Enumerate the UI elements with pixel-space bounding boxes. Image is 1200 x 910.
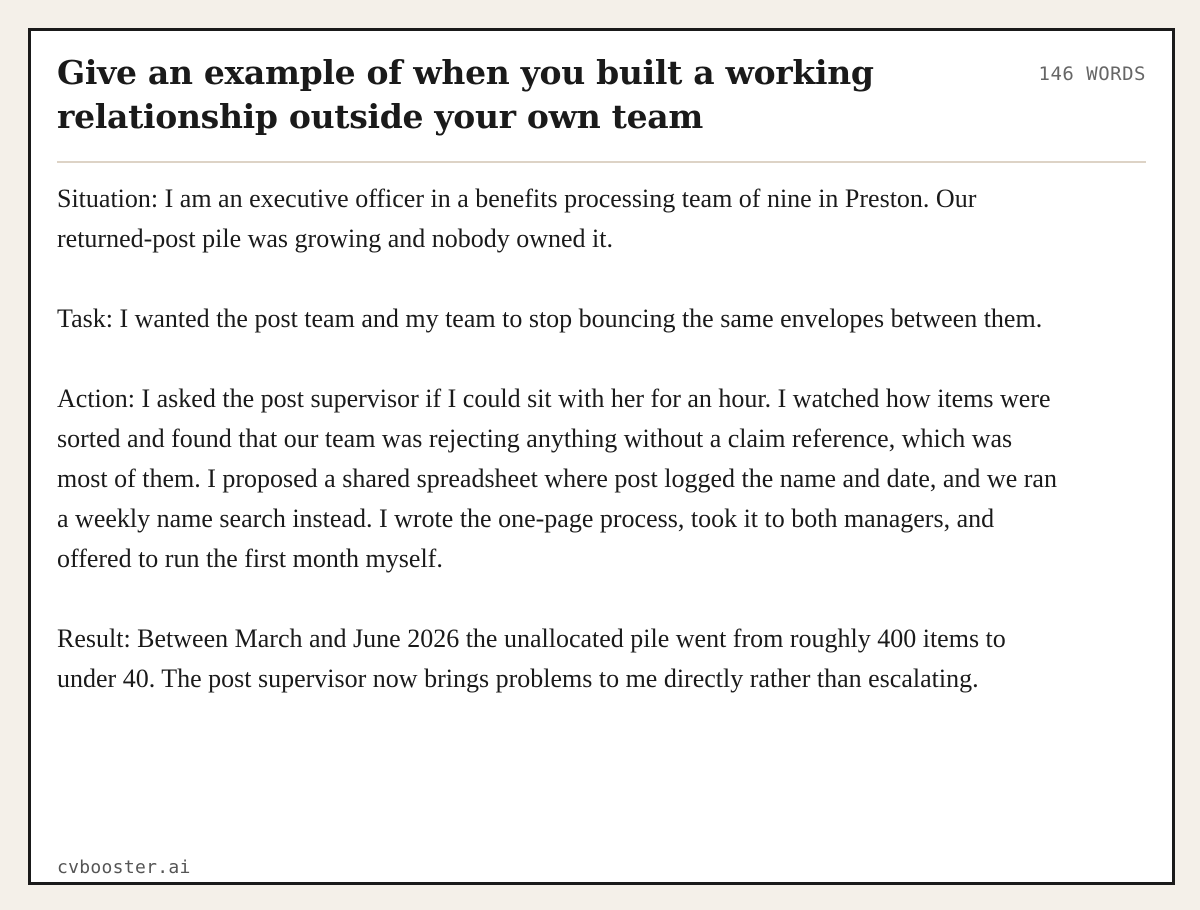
question-title: Give an example of when you built a working relationship outside your own team [57, 53, 874, 136]
situation-paragraph: Situation: I am an executive officer in a benefits processing team of nine in Preston. Our returned-post pile was growing and nobody owned it. [57, 184, 977, 253]
header-divider [57, 161, 1146, 163]
word-count-badge: 146 WORDS [1038, 63, 1146, 85]
result-paragraph: Result: Between March and June 2026 the unallocated pile went from roughly 400 items to under 40. The post supervisor now brings problems to me directly rather than escalating. [57, 624, 1006, 693]
card-header [57, 51, 1146, 161]
answer-body [57, 179, 1057, 699]
action-paragraph: Action: I asked the post supervisor if I could sit with her for an hour. I watched how items were sorted and found that our team was rejecting anything without a claim reference, which was most of them. I proposed a shared spreadsheet where post logged the name and date, and we ran a weekly name search instead. I wrote the one-page process, took it to both managers, and offered to run the first month myself. [57, 384, 1057, 573]
brand-footer: cvbooster.ai [57, 857, 191, 878]
task-paragraph: Task: I wanted the post team and my team to stop bouncing the same envelopes between them. [57, 304, 1043, 333]
answer-card [28, 28, 1175, 885]
